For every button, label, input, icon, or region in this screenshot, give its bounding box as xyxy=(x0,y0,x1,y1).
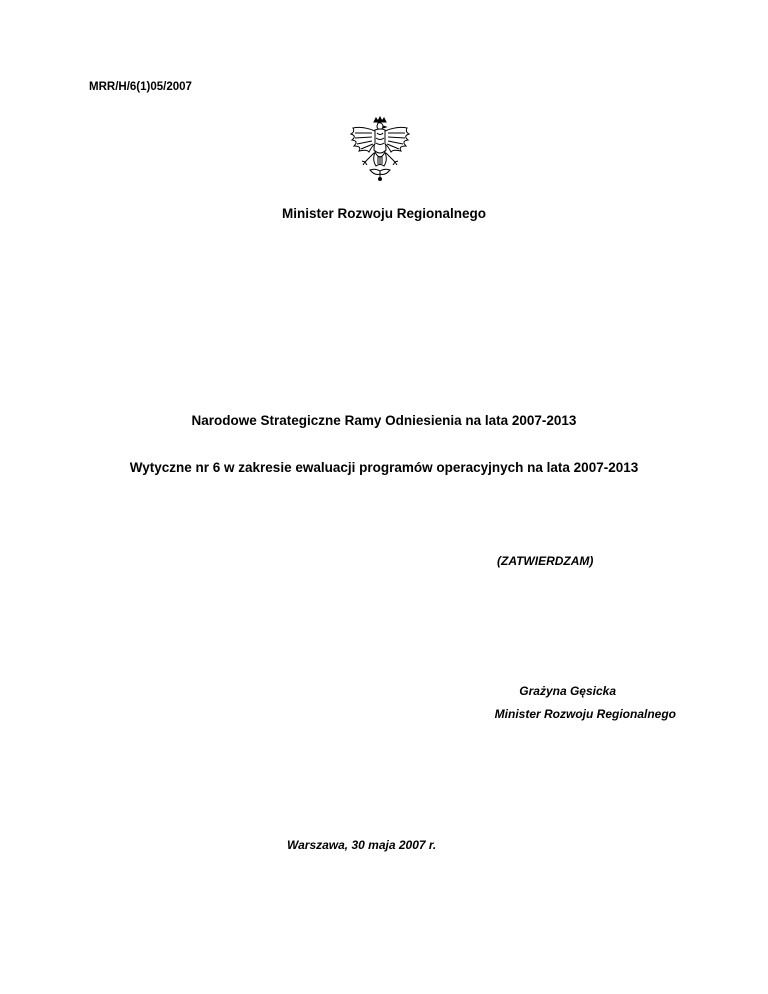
place-and-date: Warszawa, 30 maja 2007 r. xyxy=(287,838,437,852)
signatory-name: Grażyna Gęsicka xyxy=(519,684,616,698)
approval-label: (ZATWIERDZAM) xyxy=(497,554,594,568)
document-title-line-2: Wytyczne nr 6 w zakresie ewaluacji programów operacyjnych na lata 2007-2013 xyxy=(129,460,639,475)
reference-number: MRR/H/6(1)05/2007 xyxy=(89,81,192,93)
issuer: Minister Rozwoju Regionalnego xyxy=(281,206,486,221)
document-title-line-1: Narodowe Strategiczne Ramy Odniesienia na lata 2007-2013 xyxy=(191,413,577,428)
signatory-title: Minister Rozwoju Regionalnego xyxy=(494,707,676,721)
polish-eagle-emblem-icon xyxy=(345,116,415,182)
